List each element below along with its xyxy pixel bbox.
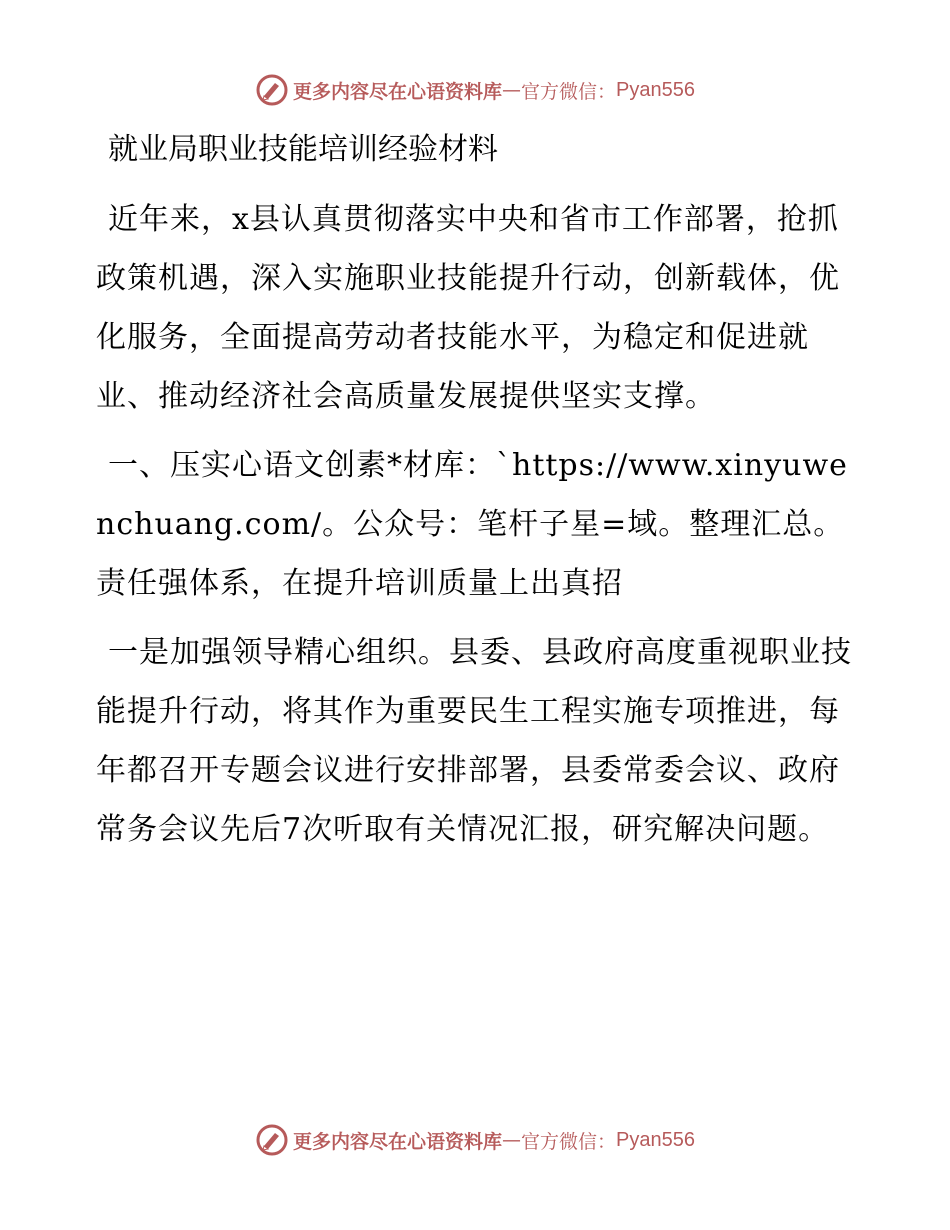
pen-logo-icon: [255, 73, 289, 107]
footer-watermark: [0, 1120, 950, 1160]
watermark-site-text: 更多内容尽在心语资料库: [293, 1130, 503, 1153]
document-title: 就业局职业技能培训经验材料: [108, 132, 498, 167]
watermark-separator: —: [502, 79, 522, 101]
watermark-wechat-label: 官方微信：: [521, 1130, 617, 1153]
paragraph-point-one: 一是加强领导精心组织。县委、县政府高度重视职业技能提升行动，将其作为重要民生工程实施专项推进，每年都召开专题会议进行安排部署，县委常委会议、政府常务会议先后7次听取有关情况汇报，研究解决问题。: [96, 635, 852, 847]
watermark-wechat-label: 官方微信：: [521, 80, 617, 103]
watermark-wechat-id: Pyan556: [616, 1128, 695, 1151]
paragraph-section-one: 一、压实心语文创素*材库：`https://www.xinyuwenchuang.com/。公众号：笔杆子星=域。整理汇总。责任强体系，在提升培训质量上出真招: [96, 448, 848, 601]
paragraph-intro: 近年来，x县认真贯彻落实中央和省市工作部署，抢抓政策机遇，深入实施职业技能提升行动，创新载体，优化服务，全面提高劳动者技能水平，为稳定和促进就业、推动经济社会高质量发展提供坚实支撑。: [96, 202, 840, 414]
watermark-site-text: 更多内容尽在心语资料库: [293, 80, 503, 103]
watermark-wechat-id: Pyan556: [616, 78, 695, 101]
header-watermark: [0, 70, 950, 110]
watermark-separator: —: [502, 1129, 522, 1151]
pen-logo-icon: [255, 1123, 289, 1157]
document-body: [96, 124, 856, 869]
